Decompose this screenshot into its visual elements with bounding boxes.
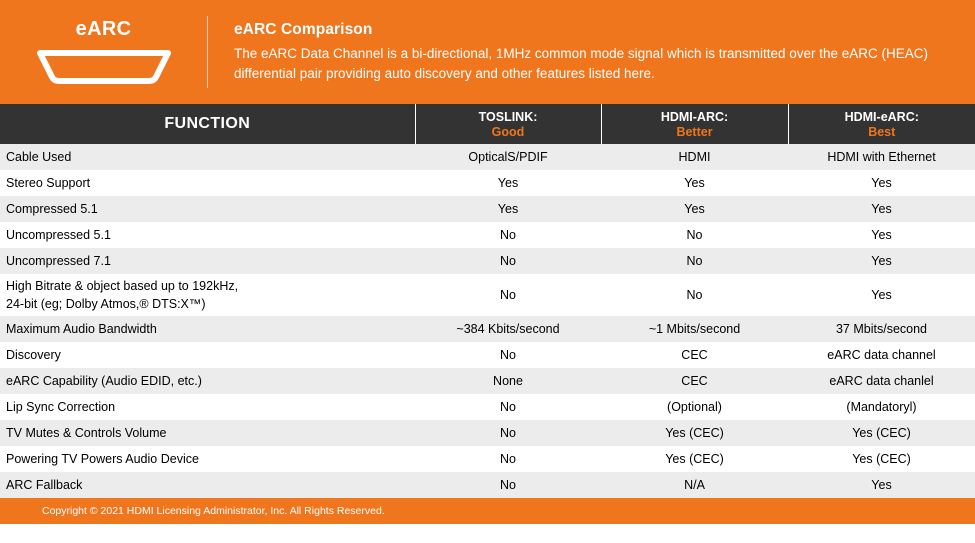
row-value-toslink: OpticalS/PDIF	[415, 144, 601, 170]
row-value-hdmi-arc: Yes	[601, 170, 788, 196]
row-value-toslink: ~384 Kbits/second	[415, 316, 601, 342]
row-function-line1: High Bitrate & object based up to 192kHz,	[6, 279, 239, 293]
row-value-toslink: No	[415, 222, 601, 248]
table-row	[0, 196, 975, 222]
hdmi-connector-icon	[34, 47, 174, 91]
page-header	[0, 0, 975, 104]
header-title: eARC Comparison	[234, 21, 373, 39]
table-row	[0, 170, 975, 196]
row-function-label: Powering TV Powers Audio Device	[0, 446, 415, 472]
row-value-hdmi-arc: HDMI	[601, 144, 788, 170]
row-value-hdmi-arc: No	[601, 248, 788, 274]
copyright-text: Copyright © 2021 HDMI Licensing Administrator, Inc. All Rights Reserved.	[42, 505, 385, 518]
row-value-hdmi-earc: Yes	[788, 274, 975, 316]
table-row	[0, 420, 975, 446]
column-header-hdmi-earc-grade: Best	[868, 124, 896, 139]
row-function-label: Discovery	[0, 342, 415, 368]
row-function-label: Uncompressed 7.1	[0, 248, 415, 274]
row-value-hdmi-earc: Yes (CEC)	[788, 420, 975, 446]
row-function-label: Compressed 5.1	[0, 196, 415, 222]
column-header-hdmi-earc	[788, 104, 975, 144]
column-header-hdmi-arc-name: HDMI-ARC:	[660, 109, 729, 124]
row-value-hdmi-arc: (Optional)	[601, 394, 788, 420]
table-row	[0, 368, 975, 394]
table-header	[0, 104, 975, 144]
column-header-hdmi-arc	[601, 104, 788, 144]
table-row	[0, 274, 975, 316]
table-row	[0, 248, 975, 274]
row-value-toslink: Yes	[415, 170, 601, 196]
column-header-function: FUNCTION	[0, 104, 415, 144]
row-value-hdmi-earc: eARC data channel	[788, 342, 975, 368]
column-header-toslink-grade: Good	[491, 124, 525, 139]
row-function-line2: 24-bit (eg; Dolby Atmos,® DTS:X™)	[6, 297, 206, 312]
table-row	[0, 472, 975, 498]
table-row	[0, 222, 975, 248]
row-value-hdmi-arc: Yes (CEC)	[601, 446, 788, 472]
row-value-toslink: None	[415, 368, 601, 394]
row-function-label: Stereo Support	[0, 170, 415, 196]
column-header-toslink	[415, 104, 601, 144]
table-body	[0, 144, 975, 498]
page-footer	[0, 498, 975, 524]
row-function-label: TV Mutes & Controls Volume	[0, 420, 415, 446]
row-value-hdmi-earc: Yes	[788, 222, 975, 248]
table-row	[0, 144, 975, 170]
logo-label: eARC	[75, 17, 132, 40]
row-function-label: eARC Capability (Audio EDID, etc.)	[0, 368, 415, 394]
comparison-table	[0, 104, 975, 498]
column-header-hdmi-earc-name: HDMI-eARC:	[844, 109, 919, 124]
row-value-hdmi-earc: (Mandatoryl)	[788, 394, 975, 420]
table-row	[0, 394, 975, 420]
row-value-toslink: No	[415, 342, 601, 368]
column-header-hdmi-arc-grade: Better	[676, 124, 713, 139]
table-row	[0, 446, 975, 472]
row-value-hdmi-arc: No	[601, 222, 788, 248]
row-value-hdmi-earc: Yes	[788, 196, 975, 222]
earc-logo-block	[0, 14, 207, 91]
row-value-toslink: No	[415, 472, 601, 498]
table-row	[0, 342, 975, 368]
row-value-toslink: No	[415, 394, 601, 420]
row-value-hdmi-earc: Yes	[788, 170, 975, 196]
row-value-hdmi-arc: Yes	[601, 196, 788, 222]
row-value-hdmi-arc: No	[601, 274, 788, 316]
table-header-row	[0, 104, 975, 144]
row-value-toslink: No	[415, 420, 601, 446]
row-function-label: Maximum Audio Bandwidth	[0, 316, 415, 342]
row-function-label: Uncompressed 5.1	[0, 222, 415, 248]
row-value-hdmi-arc: ~1 Mbits/second	[601, 316, 788, 342]
row-value-hdmi-earc: eARC data chanlel	[788, 368, 975, 394]
row-value-toslink: No	[415, 274, 601, 316]
row-value-hdmi-earc: Yes	[788, 472, 975, 498]
row-value-toslink: Yes	[415, 196, 601, 222]
row-function-label: ARC Fallback	[0, 472, 415, 498]
row-value-hdmi-earc: HDMI with Ethernet	[788, 144, 975, 170]
row-function-label	[0, 274, 415, 316]
row-function-label: Lip Sync Correction	[0, 394, 415, 420]
column-header-toslink-name: TOSLINK:	[478, 109, 538, 124]
row-value-hdmi-earc: Yes (CEC)	[788, 446, 975, 472]
row-value-hdmi-arc: Yes (CEC)	[601, 420, 788, 446]
row-value-hdmi-arc: N/A	[601, 472, 788, 498]
row-value-hdmi-earc: 37 Mbits/second	[788, 316, 975, 342]
row-value-toslink: No	[415, 446, 601, 472]
row-value-hdmi-earc: Yes	[788, 248, 975, 274]
header-description: The eARC Data Channel is a bi-directional, 1MHz common mode signal which is transmitted over the eARC (HEAC) differential pair providing auto discovery and other features listed here.	[234, 46, 929, 81]
row-function-label: Cable Used	[0, 144, 415, 170]
header-text-block	[208, 21, 975, 82]
table-row	[0, 316, 975, 342]
row-value-hdmi-arc: CEC	[601, 342, 788, 368]
row-value-hdmi-arc: CEC	[601, 368, 788, 394]
row-value-toslink: No	[415, 248, 601, 274]
